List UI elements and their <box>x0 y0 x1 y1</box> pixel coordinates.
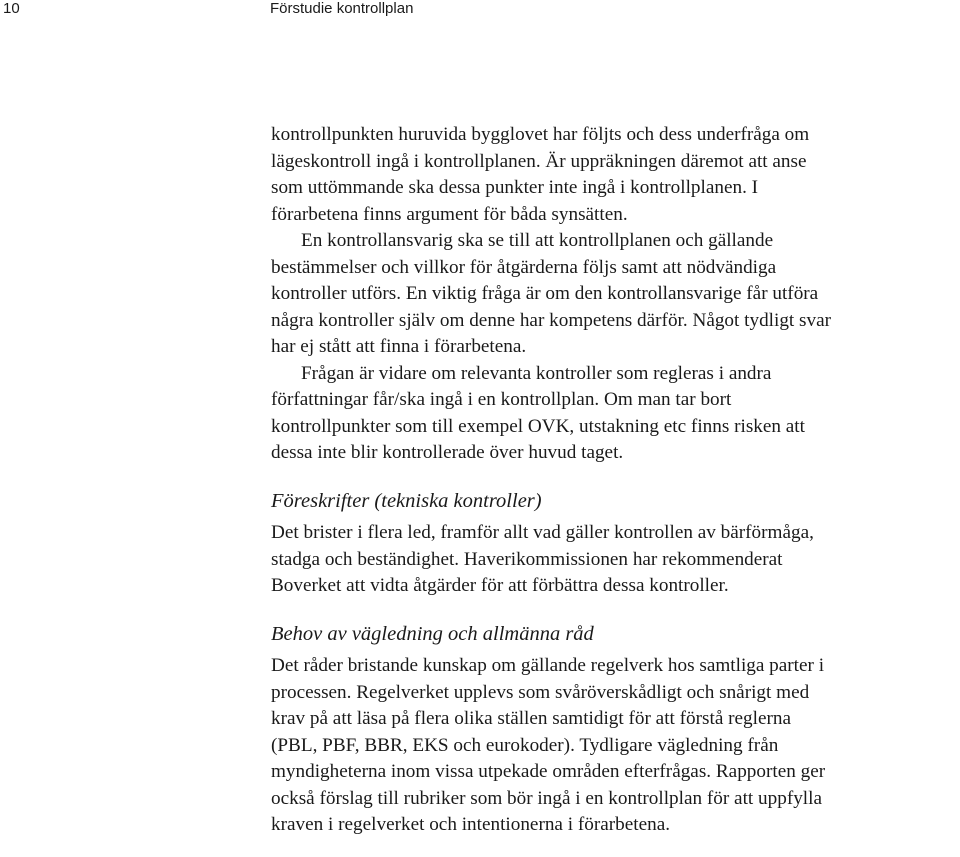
text-line: Det brister i flera led, framför allt vad gäller kontrollen av bärförmåga, <box>271 522 814 543</box>
text-line: Boverket att vidta åtgärder för att förbättra dessa kontroller. <box>271 575 729 596</box>
body-section-vagledning <box>271 621 960 839</box>
page-body <box>271 122 960 839</box>
text-line: dessa inte blir kontrollerade över huvud taget. <box>271 442 624 463</box>
text-line: Frågan är vidare om relevanta kontroller som regleras i andra <box>301 362 772 384</box>
body-section-foreskrifter <box>271 488 960 600</box>
text-line: krav på att läsa på flera olika ställen samtidigt för att förstå reglerna <box>271 708 791 729</box>
text-line: kraven i regelverket och intentionerna i förarbetena. <box>271 814 671 835</box>
text-line: har ej stått att finna i förarbetena. <box>271 336 527 357</box>
text-line: Det råder bristande kunskap om gällande regelverk hos samtliga parter i <box>271 655 825 676</box>
page-number: 10 <box>3 0 20 17</box>
running-header <box>0 0 960 20</box>
text-line: några kontroller själv om denne har kompetens därför. Något tydligt svar <box>271 309 832 331</box>
text-line: myndigheterna inom vissa utpekade områden efterfrågas. Rapporten ger <box>271 761 826 782</box>
text-line: förarbetena finns argument för båda synsätten. <box>271 203 628 225</box>
text-line: bestämmelser och villkor för åtgärderna följs samt att nödvändiga <box>271 256 777 278</box>
text-line: processen. Regelverket upplevs som svåröverskådligt och snårigt med <box>271 681 810 703</box>
text-line: (PBL, PBF, BBR, EKS och eurokoder). Tydligare vägledning från <box>271 734 779 756</box>
text-line: lägeskontroll ingå i kontrollplanen. Är uppräkningen däremot att anse <box>271 150 807 172</box>
text-line: kontrollpunkter som till exempel OVK, utstakning etc finns risken att <box>271 415 805 437</box>
text-line: kontroller utförs. En viktig fråga är om den kontrollansvarige får utföra <box>271 283 819 304</box>
text-line: också förslag till rubriker som bör ingå i en kontrollplan för att uppfylla <box>271 787 822 809</box>
text-line: stadga och beständighet. Haverikommissionen har rekommenderat <box>271 548 783 570</box>
section-heading: Behov av vägledning och allmänna råd <box>271 622 594 645</box>
section-heading: Föreskrifter (tekniska kontroller) <box>271 489 542 512</box>
text-line: författningar får/ska ingå i en kontrollplan. Om man tar bort <box>271 389 732 410</box>
text-line: En kontrollansvarig ska se till att kontrollplanen och gällande <box>301 230 774 251</box>
text-line: kontrollpunkten huruvida bygglovet har följts och dess underfråga om <box>271 124 810 145</box>
text-line: som uttömmande ska dessa punkter inte ingå i kontrollplanen. I <box>271 177 759 198</box>
document-title: Förstudie kontrollplan <box>270 0 414 17</box>
body-section-continuation <box>271 122 960 467</box>
